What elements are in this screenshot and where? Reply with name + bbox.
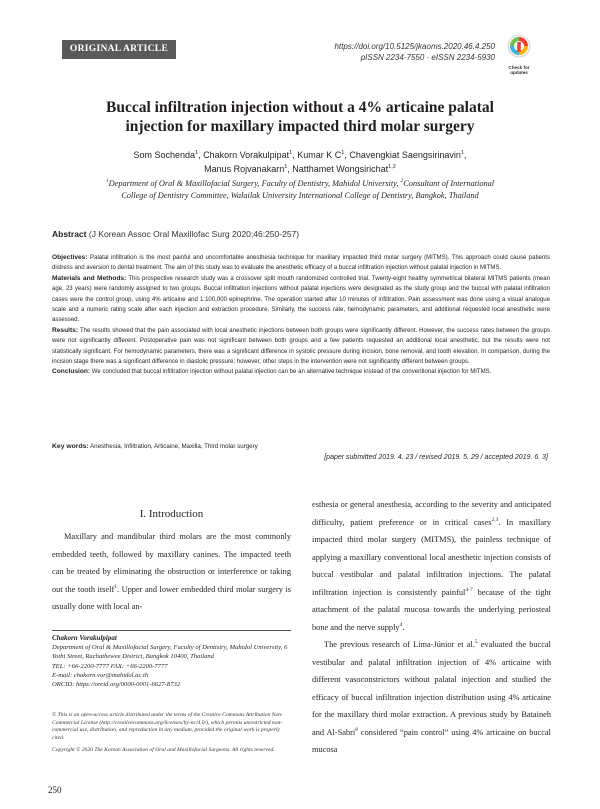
doi-block xyxy=(334,41,495,63)
abstract-heading xyxy=(52,229,299,239)
author-name: Kumar K C xyxy=(297,150,342,160)
cc-icon: © xyxy=(52,712,57,718)
conclusion-label: Conclusion: xyxy=(52,368,91,376)
keywords xyxy=(52,442,258,452)
crossmark-icon xyxy=(507,34,531,60)
copyright-note: Copyright © 2020 The Korean Association of Oral and Maxillofacial Surgeons. All rights reserved. xyxy=(52,747,275,753)
para-text: . In maxillary impacted third molar surgery (MITMS), the painless technique of applying a maxillary conventional local anesthetic injection consists of buccal vestibular and palatal infiltration injections. The palatal infiltration injection is consistently painful xyxy=(312,517,551,597)
check-for-updates-badge[interactable] xyxy=(502,34,536,75)
submission-dates: [paper submitted 2019. 4. 23 / revised 2019. 5. 29 / accepted 2019. 6. 3] xyxy=(324,454,548,461)
author-sup: 1,2 xyxy=(388,164,396,170)
affil-text: Consultant of International xyxy=(403,179,495,188)
intro-paragraph-1-cont xyxy=(312,496,551,636)
citation: 5 xyxy=(474,639,478,646)
author-sup: 1 xyxy=(195,150,199,156)
citation: 4-7 xyxy=(465,586,473,593)
para-text: . xyxy=(402,622,405,632)
author-name: Natthamet Wongsirichat xyxy=(292,164,389,174)
conclusion-text: We concluded that buccal infiltration injection without palatal injection can be an alternative technique instead of the conventional injection for MITMS. xyxy=(91,369,492,376)
section-heading-introduction: I. Introduction xyxy=(139,508,204,520)
results-text: The results showed that the pain associated with local anesthetic injections between both groups were significantly different. However, the success rates between the groups were not significantly different. Postoperative pain was not significant between both groups and a few patients requested an additional local anesthetic, but the results were not statistically significant. For hemodynamic parameters, there was a significant difference in systolic pressure during incision, bone removal, and tooth elevation. In comparison, during the incision stage there was a significant difference in diastolic pressure; however, other steps in the intervention were not significantly different between groups. xyxy=(52,327,550,366)
objectives-text: Palatal infiltration is the most painful and uncomfortable anesthesia technique for maxillary impacted third molar surgery (MITMS). This approach could cause patients distress and aversion to dental treatment. The aim of this study was to evaluate the anesthetic efficacy of a buccal infiltration injection without palatal injection in MITMS. xyxy=(52,255,550,272)
abstract-body xyxy=(52,253,550,378)
methods-label: Materials and Methods: xyxy=(52,274,127,282)
journal-citation: (J Korean Assoc Oral Maxillofac Surg 2020;46:250-257) xyxy=(88,229,300,239)
affil-text: Department of Oral & Maxillofacial Surgery, Faculty of Dentistry, Mahidol University, xyxy=(108,179,399,188)
author-sup: 1 xyxy=(341,150,345,156)
results-label: Results: xyxy=(52,326,79,334)
keywords-label: Key words: xyxy=(52,443,89,450)
intro-paragraph-2 xyxy=(312,636,551,759)
abstract-conclusion xyxy=(52,367,550,377)
affil-sup: 1 xyxy=(105,178,109,185)
keywords-text: Anesthesia, Infiltration, Articaine, Maxilla, Third molar surgery xyxy=(90,443,258,450)
para-text: Maxillary and mandibular third molars are the most commonly embedded teeth, followed by maxillary canines. The impacted teeth can be treated by eliminating the obstruction or interference or taking out the tooth itself xyxy=(52,532,291,594)
affiliation-line-1 xyxy=(60,178,540,190)
citation: 8 xyxy=(355,726,358,733)
author-line-1: Som Sochenda$^1$, Chakorn Vorakulpipat$^1$, Kumar K $C^1$, Chavengkiat Saengsirinavin$^1$, xyxy=(133,150,467,160)
para-text: considered “pain control” using 4% articaine on buccal mucosa xyxy=(312,727,551,754)
objectives-label: Objectives: xyxy=(52,254,88,261)
article-type-badge: ORIGINAL ARTICLE xyxy=(62,40,176,59)
title-line-2: injection for maxillary impacted third molar surgery xyxy=(125,118,475,135)
affiliations xyxy=(60,178,540,202)
para-text: esthesia or general anesthesia, according to the severity and anticipated difficulty, patient preference or in critical cases xyxy=(312,500,551,527)
corr-email[interactable]: E-mail: chakorn.vor@mahidol.ac.th xyxy=(52,671,149,679)
author-name: Chakorn Vorakulpipat xyxy=(203,150,290,160)
issn: pISSN 2234-7550 · eISSN 2234-5930 xyxy=(360,53,495,62)
para-text: The previous research of Lima-Júnior et al. xyxy=(324,640,475,649)
author-name: Manus Rojvanakarn xyxy=(204,164,285,174)
methods-text: This prospective research study was a crossover split mouth randomized controlled trial. Twenty-eight healthy symmetrical bilateral MITMS patients (mean age, 23 years) were randomly assigned to two groups. Buccal infiltration injections without palatal injections were designated as the study group and the buccal with palatal infiltration cases were the control group, using 4% articaine and 1:100,000 epinephrine. The operation started after 10 minutes of infiltration. Pain assessment was done using a visual analogue scale and a numeric rating scale after each injection and extraction procedure. Similarly, the success rate, hemodynamic parameters, and additional requested local anesthetic were assessed. xyxy=(52,275,550,324)
intro-left-column xyxy=(52,528,291,616)
abstract-label: Abstract xyxy=(52,229,87,239)
corr-address: Department of Oral & Maxillofacial Surgery, Faculty of Dentistry, Mahidol University, 6 Yothi Street, Rachathewee District, Bangkok 10400, Thailand xyxy=(52,644,288,661)
abstract-objectives xyxy=(52,253,550,274)
corr-orcid[interactable]: ORCID: https://orcid.org/0000-0001-6627-8732 xyxy=(52,681,181,689)
page-number: 250 xyxy=(48,785,62,795)
license-text: This is an open-access article distributed under the terms of the Creative Commons Attribution Non-Commercial License (http://creativecommons.org/licenses/by-nc/4.0/), which permits unrestricted non-commercial use, distribution, and reproduction in any medium, provided the original work is properly cited. xyxy=(52,712,283,741)
citation: 2,3 xyxy=(491,516,499,523)
author-list xyxy=(60,148,540,176)
license-note xyxy=(52,712,291,742)
corresponding-author: Chakorn Vorakulpipat xyxy=(52,634,117,642)
author-sup: 1 xyxy=(460,150,464,156)
citation: 1 xyxy=(114,583,117,590)
corr-phone: TEL: +66-2200-7777 FAX: +66-2200-7777 xyxy=(52,662,168,670)
para-text: evaluated the buccal vestibular and palatal infiltration injection of 4% articaine with different vasoconstrictors without palatal injection and studied the efficacy of buccal infiltration injection distribution using 4% articaine for the maxillary third molar extraction. A previous study by Bataineh and Al-Sabri xyxy=(312,640,551,737)
article-title xyxy=(60,98,540,136)
para-text: because of the tight attachment of the palatal mucosa towards the underlying periosteal bone and the nerve supply xyxy=(312,587,551,632)
author-name: Som Sochenda xyxy=(133,150,196,160)
author-line-2: Manus Rojvanakarn$^1$, Natthamet Wongsirichat$^{1,2}$ xyxy=(204,164,396,174)
abstract-methods xyxy=(52,274,550,326)
author-name: Chavengkiat Saengsirinavin xyxy=(349,150,461,160)
doi-link[interactable]: https://doi.org/10.5125/jkaoms.2020.46.4.250 xyxy=(334,42,495,51)
correspondence-block xyxy=(52,634,291,689)
intro-paragraph-1 xyxy=(52,528,291,616)
footnote-divider xyxy=(52,630,291,631)
crossmark-label-1: Check for xyxy=(508,65,530,70)
author-sup: 1 xyxy=(284,164,288,170)
affil-sup: 2 xyxy=(400,178,404,185)
title-line-1: Buccal infiltration injection without a 4% articaine palatal xyxy=(106,99,494,116)
citation: 4 xyxy=(399,621,403,628)
para-text: . Upper and lower embedded third molar surgery is usually done with local an- xyxy=(52,584,291,611)
crossmark-label-2: updates xyxy=(510,70,528,75)
author-sup: 1 xyxy=(289,150,293,156)
affiliation-line-2: College of Dentistry Committee, Walailak University International College of Dentistry, Bangkok, Thailand xyxy=(121,191,479,200)
intro-right-column xyxy=(312,496,551,759)
abstract-results xyxy=(52,326,550,368)
